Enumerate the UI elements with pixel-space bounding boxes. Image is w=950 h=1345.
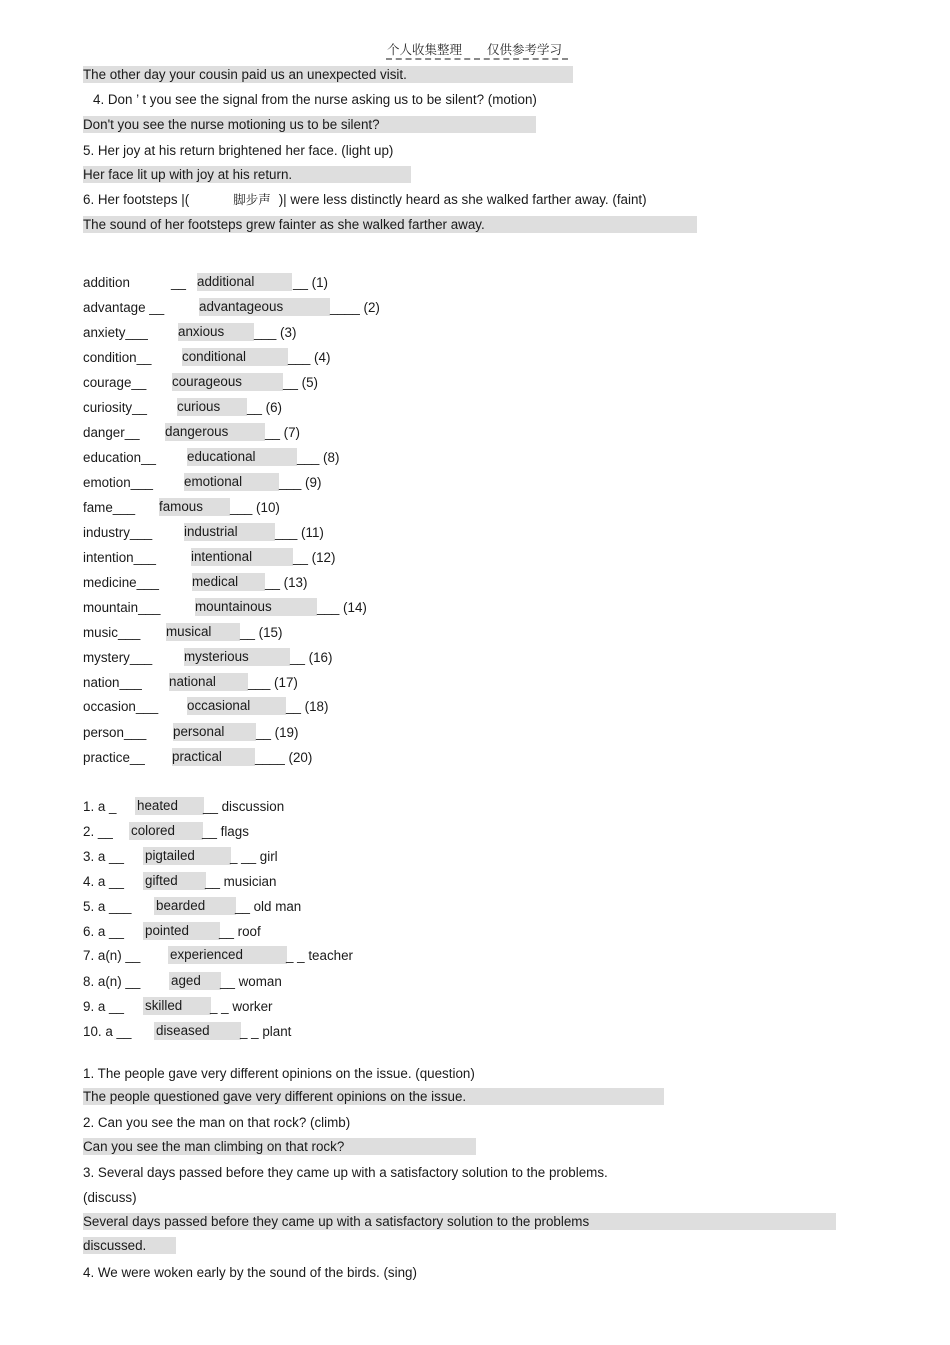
word-form-number: __ (18) — [286, 699, 329, 714]
word-form-noun: danger__ — [83, 425, 140, 440]
phrase-number: 1. a _ — [83, 799, 117, 814]
question-6-start: 6. Her footsteps |( — [83, 192, 190, 207]
answer-4: Don't you see the nurse motioning us to be silent? — [83, 116, 536, 133]
part-b-answer-2: Can you see the man climbing on that rock? — [83, 1138, 476, 1155]
word-form-noun: education__ — [83, 450, 156, 465]
phrase-number: 5. a ___ — [83, 899, 132, 914]
word-form-noun: industry___ — [83, 525, 153, 540]
word-form-noun: addition — [83, 275, 130, 290]
word-form-noun: music___ — [83, 625, 141, 640]
word-form-answer: dangerous — [165, 423, 265, 441]
phrase-noun: __ old man — [235, 899, 302, 914]
phrase-answer: aged — [169, 972, 221, 990]
word-form-noun: curiosity__ — [83, 400, 148, 415]
word-form-noun: anxiety___ — [83, 325, 148, 340]
phrase-number: 6. a __ — [83, 924, 124, 939]
word-form-number: ___ (14) — [317, 600, 367, 615]
word-form-number: __ (12) — [293, 550, 336, 565]
word-form-noun: mountain___ — [83, 600, 161, 615]
word-form-answer: intentional — [191, 548, 293, 566]
word-form-noun: mystery___ — [83, 650, 153, 665]
word-form-number: ___ (11) — [275, 525, 324, 540]
word-form-number: __ (7) — [265, 425, 300, 440]
phrase-noun: _ __ girl — [230, 849, 278, 864]
phrase-noun: __ flags — [202, 824, 249, 839]
word-form-answer: medical — [192, 573, 265, 591]
phrase-answer: pointed — [143, 922, 220, 940]
word-form-noun: courage__ — [83, 375, 147, 390]
word-form-number: __ (13) — [265, 575, 308, 590]
page-header — [386, 40, 568, 60]
question-5: 5. Her joy at his return brightened her face. (light up) — [83, 143, 394, 158]
word-form-answer: mountainous — [195, 598, 317, 616]
word-form-number: ___ (10) — [230, 500, 280, 515]
word-form-answer: anxious — [178, 323, 254, 341]
part-b-question-2: 2. Can you see the man on that rock? (climb) — [83, 1115, 351, 1130]
word-form-answer: industrial — [184, 523, 275, 541]
phrase-number: 2. __ — [83, 824, 113, 839]
word-form-noun: intention___ — [83, 550, 156, 565]
phrase-noun: __ woman — [220, 974, 282, 989]
phrase-number: 9. a __ — [83, 999, 124, 1014]
phrase-number: 7. a(n) __ — [83, 948, 141, 963]
part-b-question-4: 4. We were woken early by the sound of the birds. (sing) — [83, 1265, 417, 1280]
part-b-question-1: 1. The people gave very different opinions on the issue. (question) — [83, 1066, 475, 1081]
question-6-end: )| were less distinctly heard as she walked farther away. (faint) — [278, 192, 647, 207]
word-form-number: __ (16) — [290, 650, 333, 665]
word-form-noun: advantage __ — [83, 300, 165, 315]
word-form-number: __ (1) — [293, 275, 328, 290]
phrase-noun: _ _ plant — [240, 1024, 292, 1039]
word-form-answer: famous — [159, 498, 230, 516]
question-6-chinese: 脚步声 — [233, 192, 271, 207]
part-b-answer-3: Several days passed before they came up with a satisfactory solution to the problems — [83, 1213, 836, 1230]
phrase-answer: bearded — [154, 897, 236, 915]
phrase-noun: _ _ worker — [210, 999, 273, 1014]
phrase-answer: colored — [129, 822, 203, 840]
phrase-noun: _ _ teacher — [286, 948, 353, 963]
phrase-answer: heated — [135, 797, 204, 815]
question-6 — [83, 191, 647, 208]
word-form-number: __ (6) — [247, 400, 282, 415]
phrase-noun: __ roof — [219, 924, 261, 939]
word-form-answer: musical — [166, 623, 240, 641]
phrase-answer: skilled — [143, 997, 211, 1015]
word-form-answer: national — [169, 673, 248, 691]
word-form-answer: mysterious — [184, 648, 290, 666]
word-form-number: ____ (20) — [255, 750, 313, 765]
phrase-noun: __ musician — [205, 874, 277, 889]
word-form-number: ___ (8) — [297, 450, 340, 465]
phrase-answer: diseased — [154, 1022, 241, 1040]
word-form-number: ___ (9) — [279, 475, 322, 490]
word-form-noun: condition__ — [83, 350, 152, 365]
word-form-noun: practice__ — [83, 750, 145, 765]
word-form-noun: nation___ — [83, 675, 142, 690]
word-form-number: __ (5) — [283, 375, 318, 390]
word-form-noun: person___ — [83, 725, 147, 740]
answer-3: The other day your cousin paid us an unexpected visit. — [83, 66, 573, 83]
word-form-answer: occasional — [187, 697, 286, 715]
phrase-answer: gifted — [143, 872, 206, 890]
word-form-answer: additional — [197, 273, 292, 291]
word-form-answer: emotional — [184, 473, 279, 491]
phrase-number: 8. a(n) __ — [83, 974, 141, 989]
part-b-question-3: 3. Several days passed before they came up with a satisfactory solution to the problems. — [83, 1165, 608, 1180]
phrase-number: 10. a __ — [83, 1024, 132, 1039]
word-form-number: ___ (4) — [288, 350, 331, 365]
word-form-noun: fame___ — [83, 500, 136, 515]
word-form-number: __ (19) — [256, 725, 299, 740]
phrase-number: 4. a __ — [83, 874, 124, 889]
word-form-answer: curious — [177, 398, 247, 416]
part-b-answer-3-cont: discussed. — [83, 1237, 176, 1254]
word-form-answer: educational — [187, 448, 297, 466]
phrase-answer: experienced — [168, 946, 287, 964]
part-b-question-3-cont: (discuss) — [83, 1190, 137, 1205]
part-b-answer-1: The people questioned gave very different opinions on the issue. — [83, 1088, 664, 1105]
blank-underline: __ — [171, 275, 186, 290]
answer-6: The sound of her footsteps grew fainter as she walked farther away. — [83, 216, 697, 233]
word-form-answer: practical — [172, 748, 255, 766]
word-form-answer: advantageous — [199, 298, 330, 316]
word-form-answer: conditional — [182, 348, 288, 366]
word-form-number: ___ (17) — [248, 675, 298, 690]
answer-5: Her face lit up with joy at his return. — [83, 166, 411, 183]
word-form-number: ____ (2) — [330, 300, 380, 315]
word-form-noun: medicine___ — [83, 575, 159, 590]
word-form-number: __ (15) — [240, 625, 283, 640]
header-left-text: 个人收集整理 — [387, 42, 463, 57]
word-form-number: ___ (3) — [254, 325, 297, 340]
phrase-number: 3. a __ — [83, 849, 124, 864]
phrase-answer: pigtailed — [143, 847, 231, 865]
word-form-noun: occasion___ — [83, 699, 159, 714]
word-form-noun: emotion___ — [83, 475, 153, 490]
phrase-noun: __ discussion — [203, 799, 285, 814]
word-form-answer: personal — [173, 723, 256, 741]
word-form-answer: courageous — [172, 373, 283, 391]
header-right-text: 仅供参考学习 — [487, 42, 563, 57]
question-4: 4. Don ’ t you see the signal from the nurse asking us to be silent? (motion) — [93, 92, 537, 107]
